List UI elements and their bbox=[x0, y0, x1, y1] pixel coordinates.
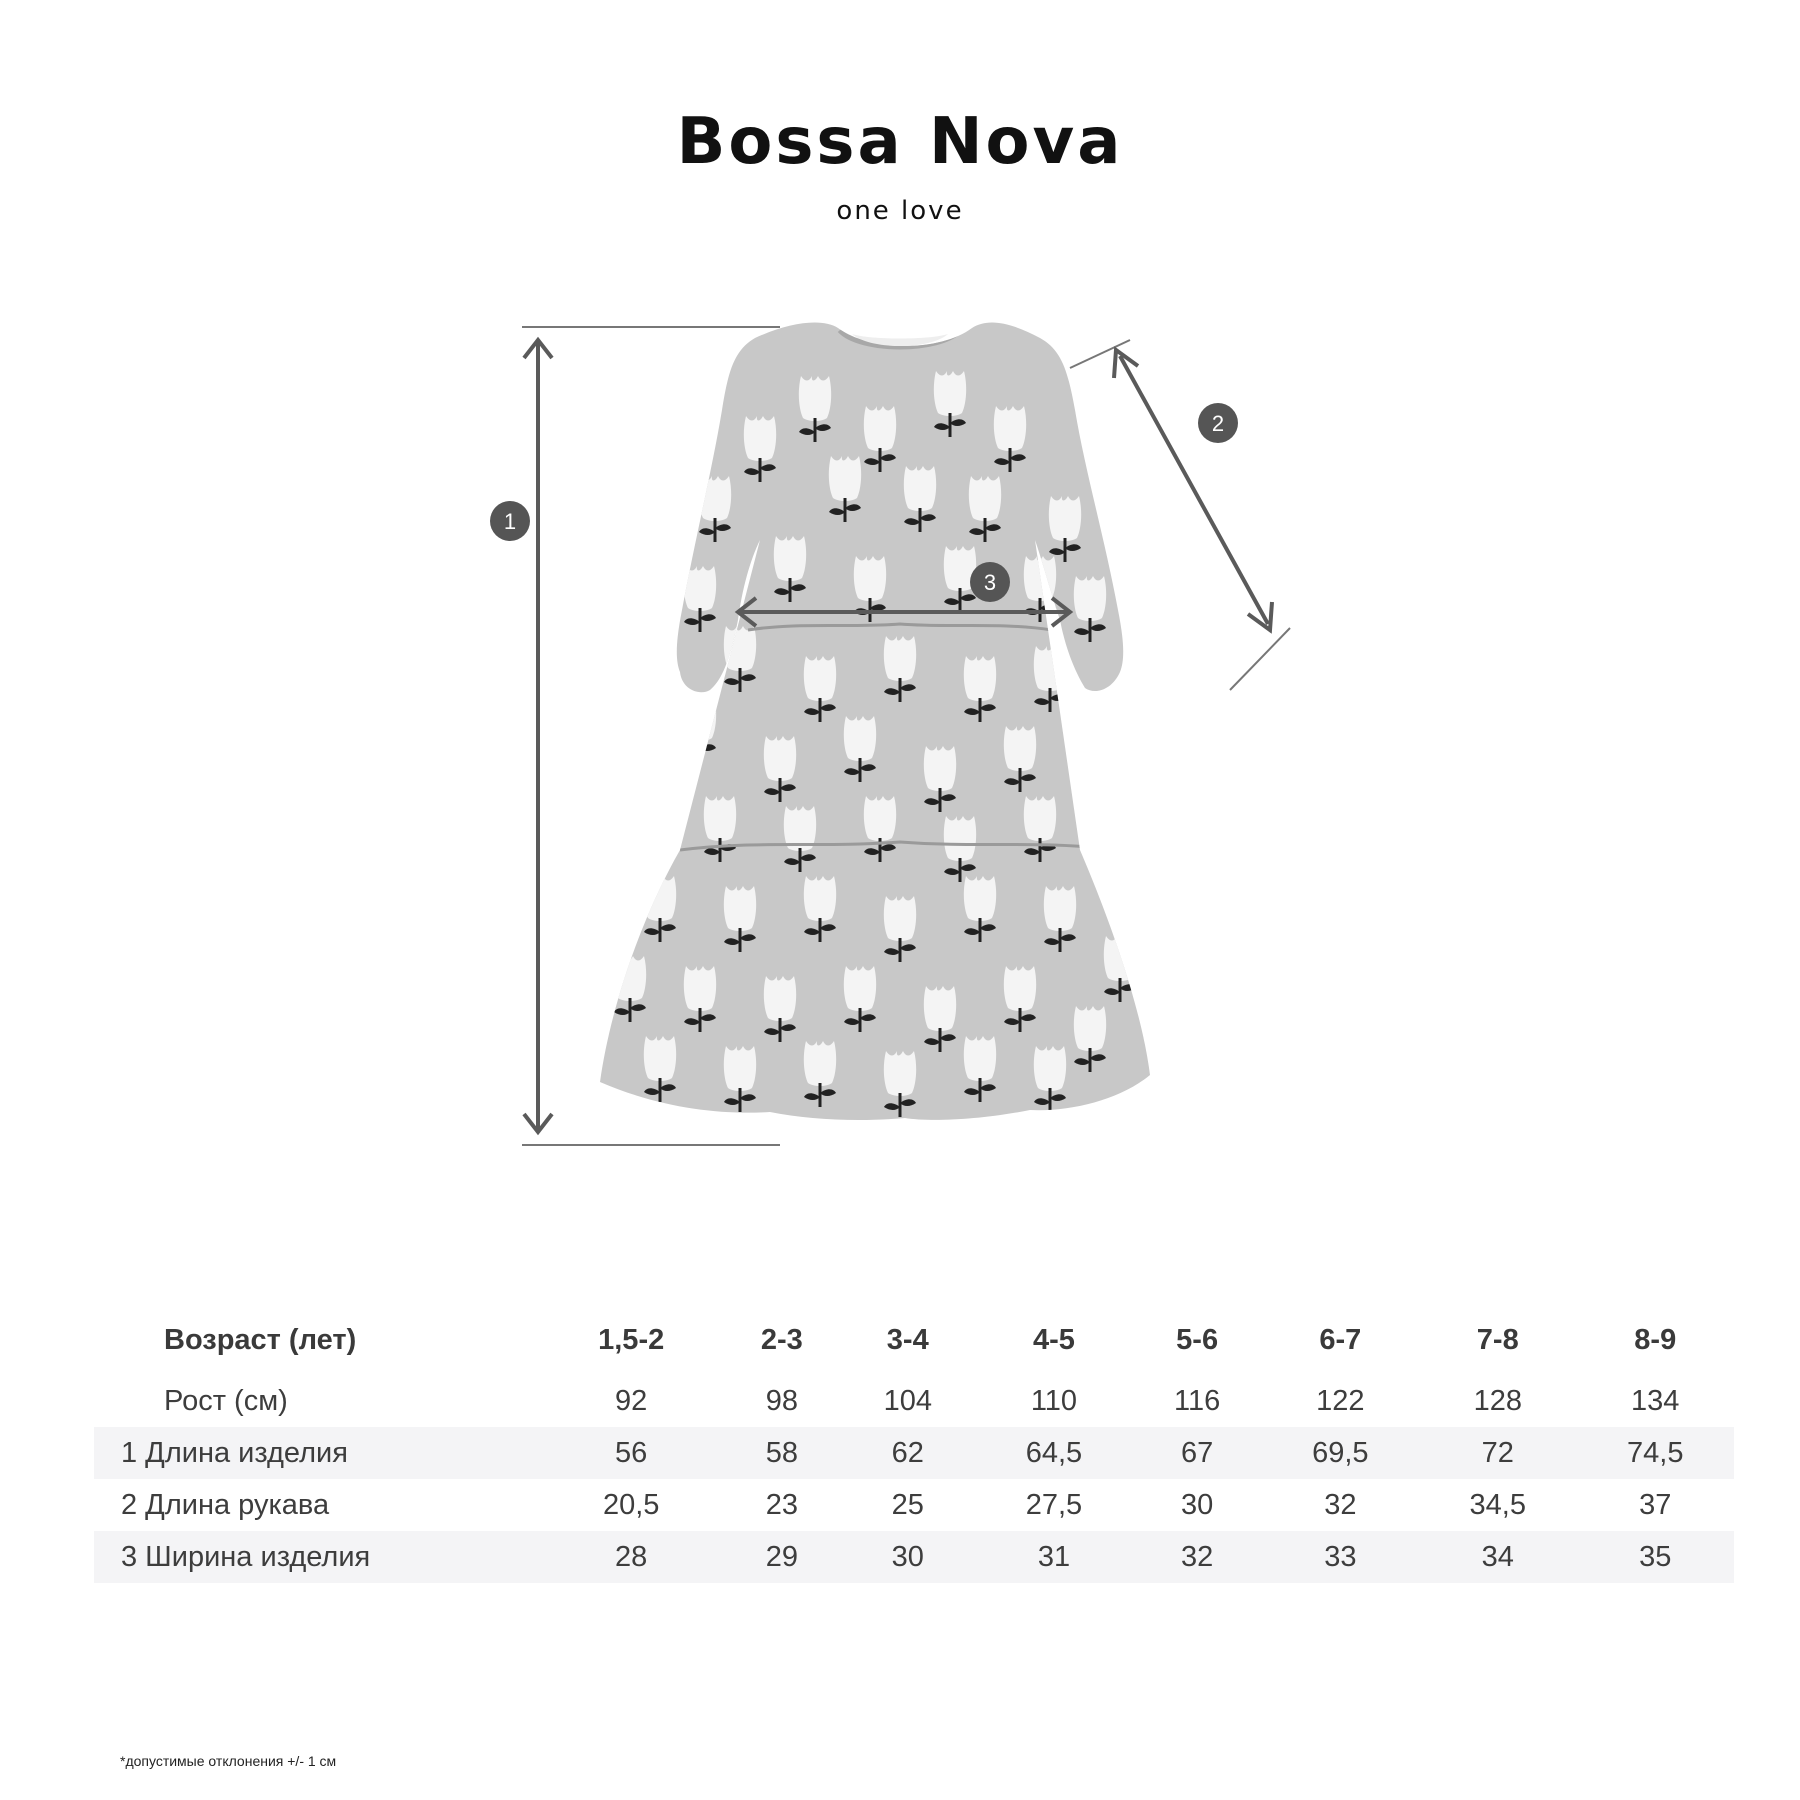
table-cell: 33 bbox=[1262, 1531, 1419, 1583]
table-cell: 64,5 bbox=[975, 1427, 1132, 1479]
table-cell: 29 bbox=[723, 1531, 840, 1583]
table-cell: 32 bbox=[1324, 1488, 1357, 1521]
table-cell: 20,5 bbox=[602, 1488, 660, 1521]
table-cell: 110 bbox=[1030, 1384, 1078, 1417]
table-cell: 25 bbox=[891, 1488, 924, 1521]
table-cell: 72 bbox=[1419, 1427, 1576, 1479]
row-label: 1 Длина изделия bbox=[94, 1427, 539, 1479]
marker-3 bbox=[970, 562, 1010, 602]
table-row-length bbox=[94, 1427, 1734, 1479]
marker-3-label: 3 bbox=[983, 570, 997, 595]
table-cell: 98 bbox=[765, 1384, 798, 1417]
tolerance-footnote: *допустимые отклонения +/- 1 см bbox=[120, 1753, 337, 1769]
marker-2-label: 2 bbox=[1211, 411, 1225, 436]
table-cell: 122 bbox=[1316, 1384, 1365, 1417]
table-cell: 34,5 bbox=[1469, 1488, 1526, 1521]
row-label: 3 Ширина изделия bbox=[94, 1531, 539, 1583]
table-cell: 104 bbox=[883, 1384, 932, 1417]
table-cell: 37 bbox=[1639, 1488, 1672, 1521]
brand-subtitle: one love bbox=[836, 196, 964, 226]
marker-1 bbox=[490, 501, 530, 541]
row-label: Рост (см) bbox=[164, 1384, 288, 1417]
table-row-sleeve bbox=[94, 1479, 1734, 1531]
table-cell: 62 bbox=[840, 1427, 975, 1479]
table-cell: 116 bbox=[1174, 1384, 1221, 1417]
age-col-3: 4-5 bbox=[1032, 1323, 1075, 1356]
table-row-width bbox=[94, 1531, 1734, 1583]
table-cell: 28 bbox=[539, 1531, 723, 1583]
table-row-height bbox=[94, 1375, 1734, 1427]
age-col-6: 7-8 bbox=[1476, 1323, 1519, 1356]
table-cell: 58 bbox=[723, 1427, 840, 1479]
table-cell: 27,5 bbox=[1025, 1488, 1083, 1521]
brand-title: Bossa Nova bbox=[676, 105, 1124, 179]
table-cell: 134 bbox=[1631, 1384, 1680, 1417]
age-col-1: 2-3 bbox=[760, 1323, 803, 1356]
age-col-2: 3-4 bbox=[886, 1323, 929, 1356]
table-cell: 56 bbox=[539, 1427, 723, 1479]
table-cell: 30 bbox=[840, 1531, 975, 1583]
table-cell: 74,5 bbox=[1576, 1427, 1734, 1479]
table-cell: 32 bbox=[1133, 1531, 1262, 1583]
age-col-4: 5-6 bbox=[1176, 1323, 1219, 1356]
age-col-7: 8-9 bbox=[1634, 1323, 1677, 1356]
table-cell: 23 bbox=[765, 1488, 798, 1521]
size-table-header bbox=[94, 1305, 1734, 1375]
table-cell: 92 bbox=[615, 1384, 648, 1417]
age-header-label: Возраст (лет) bbox=[164, 1323, 357, 1356]
table-cell: 35 bbox=[1576, 1531, 1734, 1583]
size-table bbox=[94, 1305, 1734, 1583]
row-label: 2 Длина рукава bbox=[121, 1488, 330, 1521]
age-col-5: 6-7 bbox=[1319, 1323, 1362, 1356]
marker-2 bbox=[1198, 403, 1238, 443]
table-cell: 31 bbox=[975, 1531, 1132, 1583]
marker-1-label: 1 bbox=[503, 509, 517, 534]
table-cell: 128 bbox=[1473, 1384, 1522, 1417]
table-cell: 67 bbox=[1133, 1427, 1262, 1479]
age-col-0: 1,5-2 bbox=[598, 1323, 665, 1356]
table-cell: 69,5 bbox=[1262, 1427, 1419, 1479]
table-cell: 30 bbox=[1181, 1488, 1214, 1521]
table-cell: 34 bbox=[1419, 1531, 1576, 1583]
